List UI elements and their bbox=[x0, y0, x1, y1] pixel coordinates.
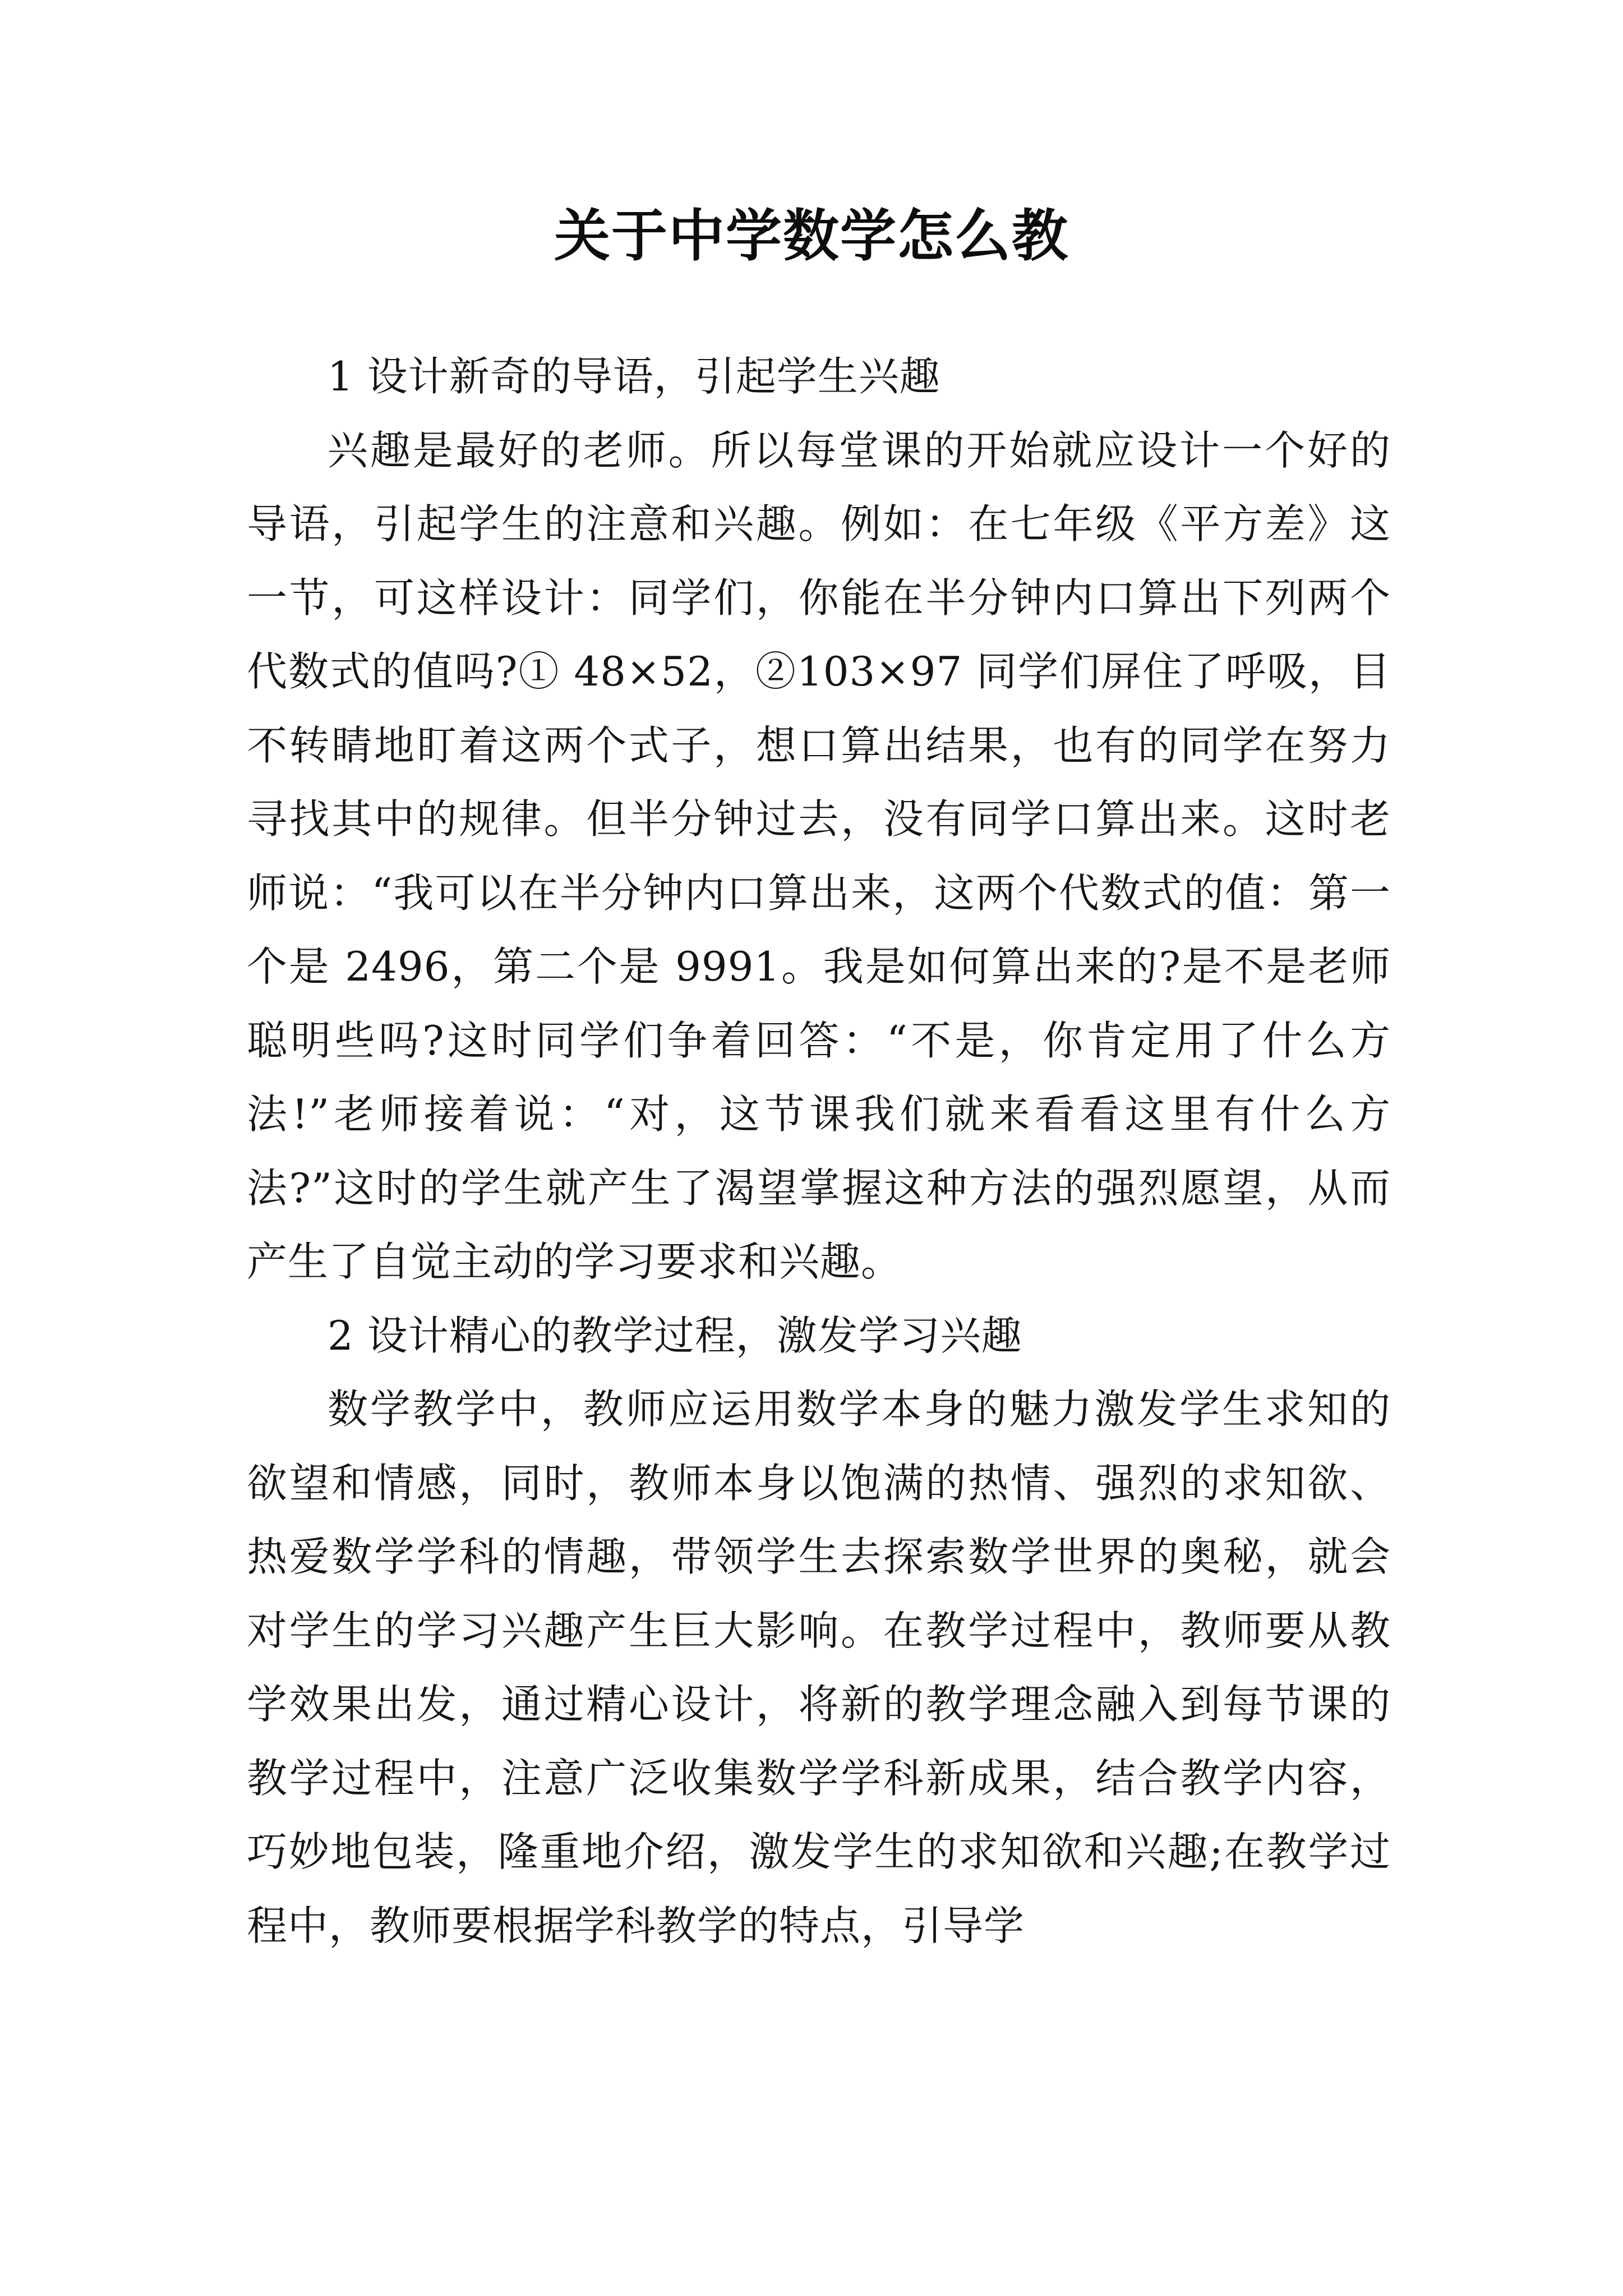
section-paragraph-1: 兴趣是最好的老师。所以每堂课的开始就应设计一个好的导语，引起学生的注意和兴趣。例如：在七年级《平方差》这一节，可这样设计：同学们，你能在半分钟内口算出下列两个代数式的值吗?① 48×52，②103×97 同学们屏住了呼吸，目不转睛地盯着这两个式子，想口算出结果，也有的同学在努力寻找其中的规律。但半分钟过去，没有同学口算出来。这时老师说：“我可以在半分钟内口算出来，这两个代数式的值：第一个是 2496，第二个是 9991。我是如何算出来的?是不是老师聪明些吗?这时同学们争着回答：“不是，你肯定用了什么方法!”老师接着说：“对，这节课我们就来看看这里有什么方法?”这时的学生就产生了渴望掌握这种方法的强烈愿望，从而产生了自觉主动的学习要求和兴趣。 bbox=[247, 426, 1391, 1285]
document-title: 关于中学数学怎么教 bbox=[554, 203, 1069, 269]
document-body bbox=[247, 340, 1391, 1963]
section-heading-1: 1 设计新奇的导语，引起学生兴趣 bbox=[328, 353, 940, 400]
section-heading-2: 2 设计精心的教学过程，激发学习兴趣 bbox=[328, 1312, 1022, 1359]
section-paragraph-2: 数学教学中，教师应运用数学本身的魅力激发学生求知的欲望和情感，同时，教师本身以饱满的热情、强烈的求知欲、热爱数学学科的情趣，带领学生去探索数学世界的奥秘，就会对学生的学习兴趣产生巨大影响。在教学过程中，教师要从教学效果出发，通过精心设计，将新的教学理念融入到每节课的教学过程中，注意广泛收集数学学科新成果，结合教学内容，巧妙地包装，隆重地介绍，激发学生的求知欲和兴趣;在教学过程中，教师要根据学科教学的特点，引导学 bbox=[247, 1386, 1391, 1949]
